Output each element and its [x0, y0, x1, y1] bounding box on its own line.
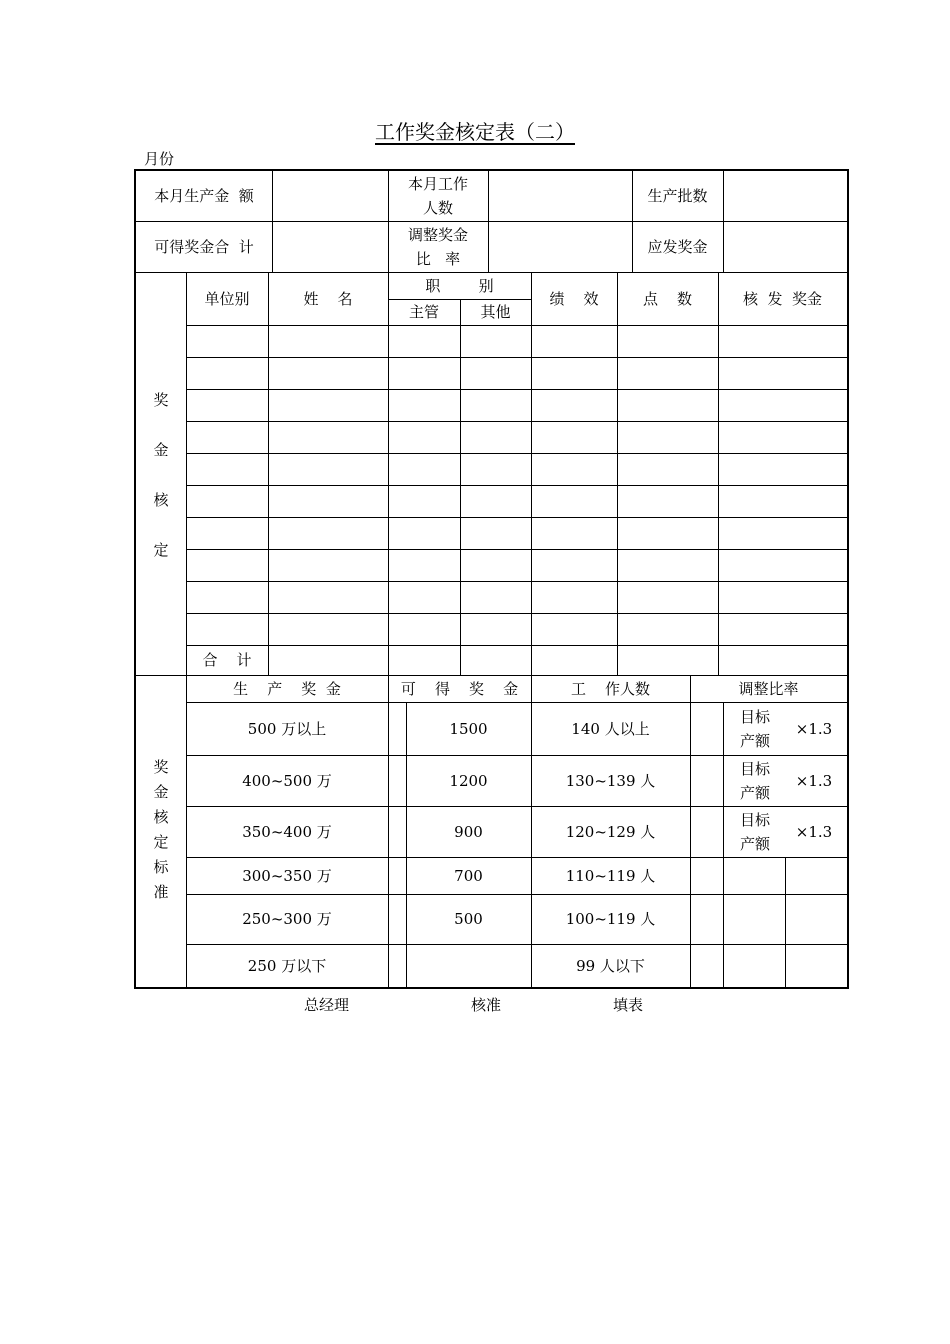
month-label: 月份: [144, 150, 175, 168]
entry-cell-payout[interactable]: [718, 613, 847, 645]
approved-by-label: 核准: [471, 996, 502, 1014]
entry-cell-unit[interactable]: [186, 357, 268, 389]
available-bonus-value: 1200: [449, 771, 488, 790]
worker-count-cell[interactable]: [488, 171, 632, 221]
entry-cell-points[interactable]: [617, 453, 718, 485]
supervisor-header: 主管: [408, 303, 439, 321]
entry-cell-name[interactable]: [268, 389, 388, 421]
entry-cell-unit[interactable]: [186, 581, 268, 613]
entry-cell-name[interactable]: [268, 421, 388, 453]
entry-cell-payout[interactable]: [718, 581, 847, 613]
entry-cell-points[interactable]: [617, 549, 718, 581]
entry-cell-payout[interactable]: [718, 421, 847, 453]
entry-cell-other[interactable]: [460, 581, 531, 613]
entry-cell-performance[interactable]: [531, 517, 617, 549]
entry-cell-points[interactable]: [617, 389, 718, 421]
entry-cell-name[interactable]: [268, 453, 388, 485]
factor-cell[interactable]: [785, 944, 847, 988]
name-header: 姓 名: [303, 289, 353, 308]
total-cell-payout[interactable]: [718, 645, 847, 675]
entry-cell-unit[interactable]: [186, 453, 268, 485]
entry-cell-performance[interactable]: [531, 357, 617, 389]
approval-side-label-char: 奖: [153, 391, 169, 409]
entry-cell-other[interactable]: [460, 549, 531, 581]
entry-cell-name[interactable]: [268, 581, 388, 613]
entry-cell-performance[interactable]: [531, 325, 617, 357]
production-bonus-header: 生 产 奖 金: [233, 679, 341, 698]
entry-cell-unit[interactable]: [186, 549, 268, 581]
workers-range: 130~139 人: [565, 771, 656, 790]
entry-cell-performance[interactable]: [531, 581, 617, 613]
total-cell-points[interactable]: [617, 645, 718, 675]
entry-cell-performance[interactable]: [531, 549, 617, 581]
workers-range: 120~129 人: [565, 822, 656, 841]
entry-cell-performance[interactable]: [531, 453, 617, 485]
entry-cell-unit[interactable]: [186, 389, 268, 421]
workers-header: 工 作人数: [570, 679, 651, 698]
other-header: 其他: [480, 303, 511, 321]
entry-cell-performance[interactable]: [531, 485, 617, 517]
production-amount-cell[interactable]: [272, 171, 388, 221]
entry-cell-supervisor[interactable]: [388, 389, 460, 421]
entry-cell-performance[interactable]: [531, 389, 617, 421]
approval-side-label-char: 核: [153, 491, 169, 509]
column-divider: [388, 675, 389, 988]
entry-cell-points[interactable]: [617, 421, 718, 453]
workers-range: 100~119 人: [565, 910, 656, 928]
production-range: 300~350 万: [242, 866, 332, 885]
entry-cell-payout[interactable]: [718, 325, 847, 357]
total-cell-name[interactable]: [268, 645, 388, 675]
target-output-label: 目标 产额: [739, 810, 770, 853]
entry-cell-points[interactable]: [617, 485, 718, 517]
available-bonus-header: 可 得 奖 金: [400, 679, 519, 698]
entry-cell-payout[interactable]: [718, 453, 847, 485]
target-cell[interactable]: [723, 894, 785, 944]
payable-bonus-cell[interactable]: [723, 221, 847, 272]
prepared-by-label: 填表: [613, 996, 644, 1014]
entry-cell-other[interactable]: [460, 421, 531, 453]
entry-cell-unit[interactable]: [186, 517, 268, 549]
column-divider: [690, 675, 691, 988]
target-cell[interactable]: [723, 857, 785, 894]
entry-cell-unit[interactable]: [186, 485, 268, 517]
workers-range: 140 人以上: [571, 719, 650, 738]
available-bonus-value: 500: [454, 910, 483, 928]
production-range: 250 万以下: [247, 957, 327, 975]
entry-cell-name[interactable]: [268, 325, 388, 357]
approval-side-label: [136, 375, 186, 575]
production-amount-label: 本月生产金 额: [154, 187, 254, 205]
entry-cell-name[interactable]: [268, 517, 388, 549]
entry-cell-performance[interactable]: [531, 421, 617, 453]
worker-count-label: 本月工作 人数: [407, 175, 468, 217]
production-range: 350~400 万: [242, 822, 332, 841]
entry-cell-payout[interactable]: [718, 485, 847, 517]
bonus-approval-table: [134, 169, 849, 989]
entry-cell-name[interactable]: [268, 357, 388, 389]
entry-cell-supervisor[interactable]: [388, 453, 460, 485]
entry-cell-other[interactable]: [460, 357, 531, 389]
available-bonus-value: 700: [454, 866, 483, 885]
entry-cell-payout[interactable]: [718, 389, 847, 421]
entry-cell-supervisor[interactable]: [388, 581, 460, 613]
points-header: 点 数: [642, 289, 693, 308]
performance-header: 绩 效: [549, 289, 599, 308]
production-range: 400~500 万: [242, 771, 332, 790]
production-batches-cell[interactable]: [723, 171, 847, 221]
available-bonus-value: 1500: [449, 719, 488, 738]
approval-side-label-char: 定: [153, 541, 169, 559]
general-manager-label: 总经理: [304, 996, 350, 1014]
entry-cell-other[interactable]: [460, 613, 531, 645]
standards-side-label-char: 标: [153, 858, 169, 876]
entry-cell-supervisor[interactable]: [388, 549, 460, 581]
workers-range: 99 人以下: [576, 957, 645, 975]
entry-cell-unit[interactable]: [186, 613, 268, 645]
standards-side-label: [136, 755, 186, 905]
available-bonus-value: 900: [454, 822, 483, 841]
unit-header: 单位别: [204, 289, 250, 308]
position-header: 职 别: [425, 276, 494, 295]
entry-cell-supervisor[interactable]: [388, 485, 460, 517]
target-cell[interactable]: [723, 944, 785, 988]
entry-cell-name[interactable]: [268, 613, 388, 645]
entry-cell-payout[interactable]: [718, 549, 847, 581]
adjust-factor: ×1.3: [795, 771, 833, 790]
adjust-factor: ×1.3: [795, 822, 833, 841]
adjust-ratio-header: 调整比率: [738, 679, 799, 698]
standards-side-label-char: 定: [153, 833, 169, 851]
bonus-total-cell[interactable]: [272, 221, 388, 272]
adjust-factor: ×1.3: [795, 719, 833, 738]
standards-side-label-char: 核: [153, 808, 169, 826]
entry-cell-performance[interactable]: [531, 613, 617, 645]
total-cell-other[interactable]: [460, 645, 531, 675]
standards-side-label-char: 准: [153, 883, 169, 901]
entry-cell-supervisor[interactable]: [388, 421, 460, 453]
adjust-ratio-cell[interactable]: [488, 221, 632, 272]
workers-range: 110~119 人: [565, 866, 656, 885]
total-cell-supervisor[interactable]: [388, 645, 460, 675]
production-range: 250~300 万: [242, 910, 332, 928]
entry-cell-name[interactable]: [268, 549, 388, 581]
adjust-ratio-label: 调整奖金 比 率: [407, 225, 468, 268]
production-batches-label: 生产批数: [647, 187, 708, 205]
entry-cell-supervisor[interactable]: [388, 325, 460, 357]
entry-cell-points[interactable]: [617, 325, 718, 357]
entry-cell-unit[interactable]: [186, 421, 268, 453]
total-label: 合 计: [202, 651, 252, 669]
entry-cell-other[interactable]: [460, 517, 531, 549]
standards-side-label-char: 奖: [153, 758, 169, 776]
entry-cell-other[interactable]: [460, 389, 531, 421]
bonus-total-label: 可得奖金合 计: [154, 237, 254, 256]
target-output-label: 目标 产额: [739, 759, 770, 802]
entry-cell-supervisor[interactable]: [388, 357, 460, 389]
entry-cell-supervisor[interactable]: [388, 613, 460, 645]
available-bonus-value: [406, 944, 531, 988]
factor-cell[interactable]: [785, 894, 847, 944]
entry-cell-points[interactable]: [617, 517, 718, 549]
entry-cell-supervisor[interactable]: [388, 517, 460, 549]
standards-side-label-char: 金: [153, 783, 169, 801]
entry-cell-unit[interactable]: [186, 325, 268, 357]
entry-cell-points[interactable]: [617, 613, 718, 645]
production-range: 500 万以上: [247, 719, 327, 738]
entry-cell-points[interactable]: [617, 581, 718, 613]
entry-cell-points[interactable]: [617, 357, 718, 389]
entry-cell-other[interactable]: [460, 325, 531, 357]
entry-cell-payout[interactable]: [718, 357, 847, 389]
entry-cell-other[interactable]: [460, 485, 531, 517]
entry-cell-payout[interactable]: [718, 517, 847, 549]
factor-cell[interactable]: [785, 857, 847, 894]
approval-side-label-char: 金: [153, 441, 169, 459]
entry-cell-name[interactable]: [268, 485, 388, 517]
payable-bonus-label: 应发奖金: [647, 237, 708, 256]
entry-cell-other[interactable]: [460, 453, 531, 485]
total-cell-performance[interactable]: [531, 645, 617, 675]
form-title: 工作奖金核定表（二）: [375, 120, 575, 144]
target-output-label: 目标 产额: [739, 707, 770, 750]
payout-header: 核 发 奖金: [742, 289, 823, 308]
